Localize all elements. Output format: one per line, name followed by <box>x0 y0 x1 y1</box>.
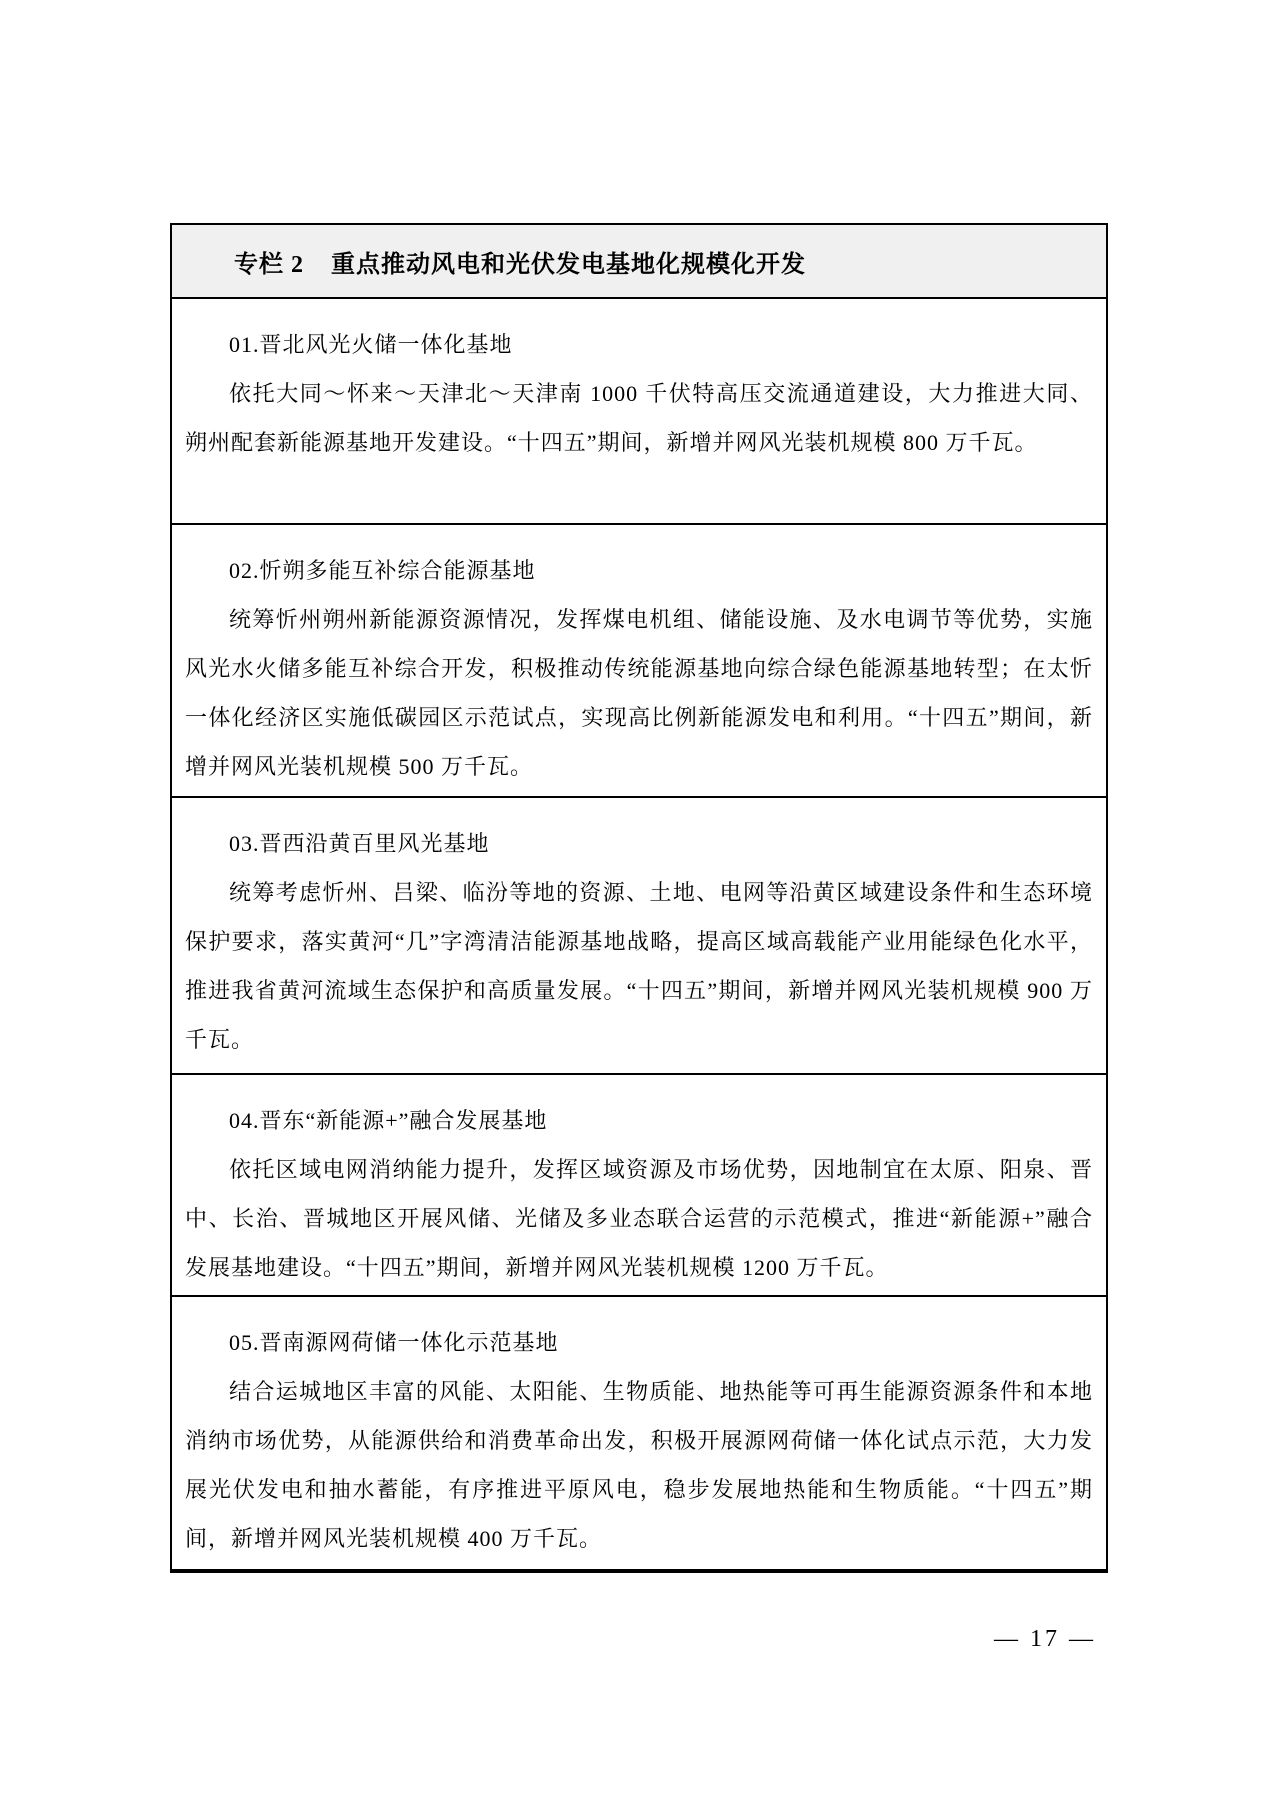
section-04-body: 依托区域电网消纳能力提升，发挥区域资源及市场优势，因地制宜在太原、阳泉、晋中、长治、晋城地区开展风储、光储及多业态联合运营的示范模式，推进“新能源+”融合发展基地建设。“十四五”期间，新增并网风光装机规模 1200 万千瓦。 <box>185 1157 1093 1280</box>
section-05-body: 结合运城地区丰富的风能、太阳能、生物质能、地热能等可再生能源资源条件和本地消纳市场优势，从能源供给和消费革命出发，积极开展源网荷储一体化试点示范，大力发展光伏发电和抽水蓄能，有序推进平原风电，稳步发展地热能和生物质能。“十四五”期间，新增并网风光装机规模 400 万千瓦。 <box>185 1379 1093 1551</box>
section-05-heading: 05.晋南源网荷储一体化示范基地 <box>229 1330 559 1355</box>
section-01-heading: 01.晋北风光火储一体化基地 <box>229 332 513 357</box>
section-03-heading: 03.晋西沿黄百里风光基地 <box>229 831 490 856</box>
panel-header-label: 专栏 2 <box>234 251 304 278</box>
section-03-body: 统筹考虑忻州、吕梁、临汾等地的资源、土地、电网等沿黄区域建设条件和生态环境保护要求，落实黄河“几”字湾清洁能源基地战略，提高区域高载能产业用能绿色化水平，推进我省黄河流域生态保护和高质量发展。“十四五”期间，新增并网风光装机规模 900 万千瓦。 <box>185 880 1093 1052</box>
panel-header-title: 重点推动风电和光伏发电基地化规模化开发 <box>331 251 806 278</box>
column-2-panel <box>170 223 1108 1573</box>
section-05-jinnan-base <box>172 1297 1106 1569</box>
section-02-heading: 02.忻朔多能互补综合能源基地 <box>229 558 536 583</box>
section-04-jindong-base <box>172 1075 1106 1297</box>
section-01-body: 依托大同～怀来～天津北～天津南 1000 千伏特高压交流通道建设，大力推进大同、朔州配套新能源基地开发建设。“十四五”期间，新增并网风光装机规模 800 万千瓦。 <box>185 381 1093 455</box>
page-number: — 17 — <box>994 1626 1096 1652</box>
panel-header <box>172 225 1106 299</box>
section-01-jinbei-base <box>172 299 1106 525</box>
section-02-body: 统筹忻州朔州新能源资源情况，发挥煤电机组、储能设施、及水电调节等优势，实施风光水火储多能互补综合开发，积极推动传统能源基地向综合绿色能源基地转型；在太忻一体化经济区实施低碳园区示范试点，实现高比例新能源发电和利用。“十四五”期间，新增并网风光装机规模 500 万千瓦。 <box>185 607 1093 779</box>
section-03-jinxi-base <box>172 798 1106 1075</box>
section-04-heading: 04.晋东“新能源+”融合发展基地 <box>229 1108 548 1133</box>
section-02-xinshuo-base <box>172 525 1106 798</box>
